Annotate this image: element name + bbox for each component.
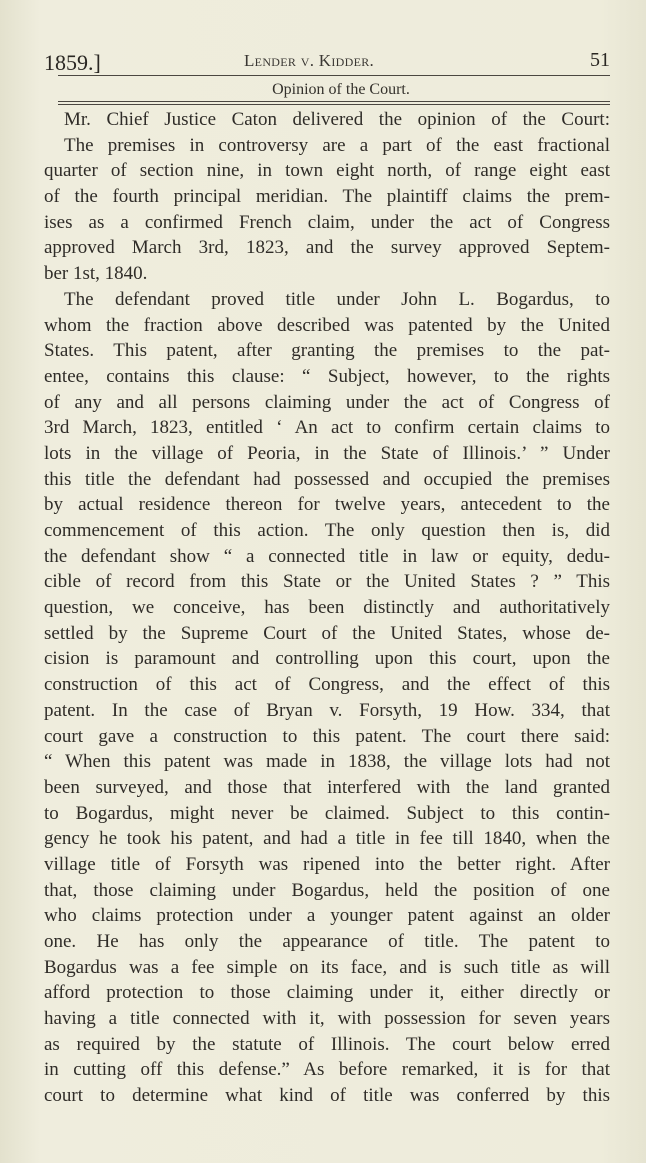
page-number: 51	[590, 49, 610, 71]
text-line: 3rd March, 1823, entitled ‘ An act to confirm certain claims to	[44, 417, 610, 439]
text-line: The premises in controversy are a part of the east fractional	[64, 134, 610, 156]
text-line: quarter of section nine, in town eight north, of range eight east	[44, 160, 610, 182]
case-title: Lender v. Kidder.	[244, 51, 375, 70]
text-line: settled by the Supreme Court of the United States, whose de-	[44, 622, 610, 644]
running-head	[44, 44, 614, 74]
text-line: afford protection to those claiming under it, either directly or	[44, 982, 610, 1004]
text-line: been surveyed, and those that interfered with the land granted	[44, 776, 610, 798]
text-line: by actual residence thereon for twelve years, antecedent to the	[44, 494, 610, 516]
subheading	[0, 79, 646, 99]
text-line: as required by the statute of Illinois. The court below erred	[44, 1033, 610, 1055]
text-line: lots in the village of Peoria, in the State of Illinois.’ ” Under	[44, 442, 610, 464]
text-line: of the fourth principal meridian. The plaintiff claims the prem-	[44, 186, 610, 208]
text-line: approved March 3rd, 1823, and the survey approved Septem-	[44, 237, 610, 259]
text-line: construction of this act of Congress, and the effect of this	[44, 674, 610, 696]
text-line: one. He has only the appearance of title. The patent to	[44, 931, 610, 952]
text-line: court gave a construction to this patent. The court there said:	[44, 725, 610, 747]
text-line: to Bogardus, might never be claimed. Subject to this contin-	[44, 802, 610, 824]
text-line: cision is paramount and controlling upon this court, upon the	[44, 648, 610, 670]
text-line: that, those claiming under Bogardus, held the position of one	[44, 879, 610, 901]
text-line: this title the defendant had possessed and occupied the premises	[44, 468, 610, 490]
opinion-text	[44, 107, 610, 1109]
text-line: cible of record from this State or the United States ? ” This	[44, 571, 610, 593]
header-year: 1859.]	[44, 50, 101, 75]
text-line: the defendant show “ a connected title in law or equity, dedu-	[44, 545, 610, 567]
text-line: The defendant proved title under John L. Bogardus, to	[64, 288, 610, 310]
text-line: Mr. Chief Justice Caton delivered the opinion of the Court:	[64, 109, 610, 130]
text-line: ises as a confirmed French claim, under the act of Congress	[44, 211, 610, 233]
subheading-text: Opinion of the Court.	[272, 81, 410, 98]
text-line: in cutting off this defense.” As before remarked, it is for that	[44, 1059, 610, 1081]
text-line: entee, contains this clause: “ Subject, however, to the rights	[44, 365, 610, 387]
text-line: patent. In the case of Bryan v. Forsyth, 19 How. 334, that	[44, 699, 610, 721]
text-line: question, we conceive, has been distinctly and authoritatively	[44, 597, 610, 619]
text-line: village title of Forsyth was ripened into the better right. After	[44, 853, 610, 875]
text-line: having a title connected with it, with possession for seven years	[44, 1008, 610, 1030]
text-line: “ When this patent was made in 1838, the village lots had not	[44, 751, 610, 773]
header-rule	[58, 75, 610, 76]
text-line: who claims protection under a younger patent against an older	[44, 905, 610, 927]
text-line: court to determine what kind of title was conferred by this	[44, 1085, 610, 1107]
text-line: commencement of this action. The only question then is, did	[44, 520, 610, 541]
text-line: Bogardus was a fee simple on its face, and is such title as will	[44, 956, 610, 978]
text-line: whom the fraction above described was patented by the United	[44, 314, 610, 336]
subheading-rule	[58, 101, 610, 105]
text-line: States. This patent, after granting the premises to the pat-	[44, 340, 610, 362]
text-line: gency he took his patent, and had a title in fee till 1840, when the	[44, 828, 610, 850]
text-line: ber 1st, 1840.	[44, 263, 148, 285]
text-line: of any and all persons claiming under the act of Congress of	[44, 391, 610, 413]
